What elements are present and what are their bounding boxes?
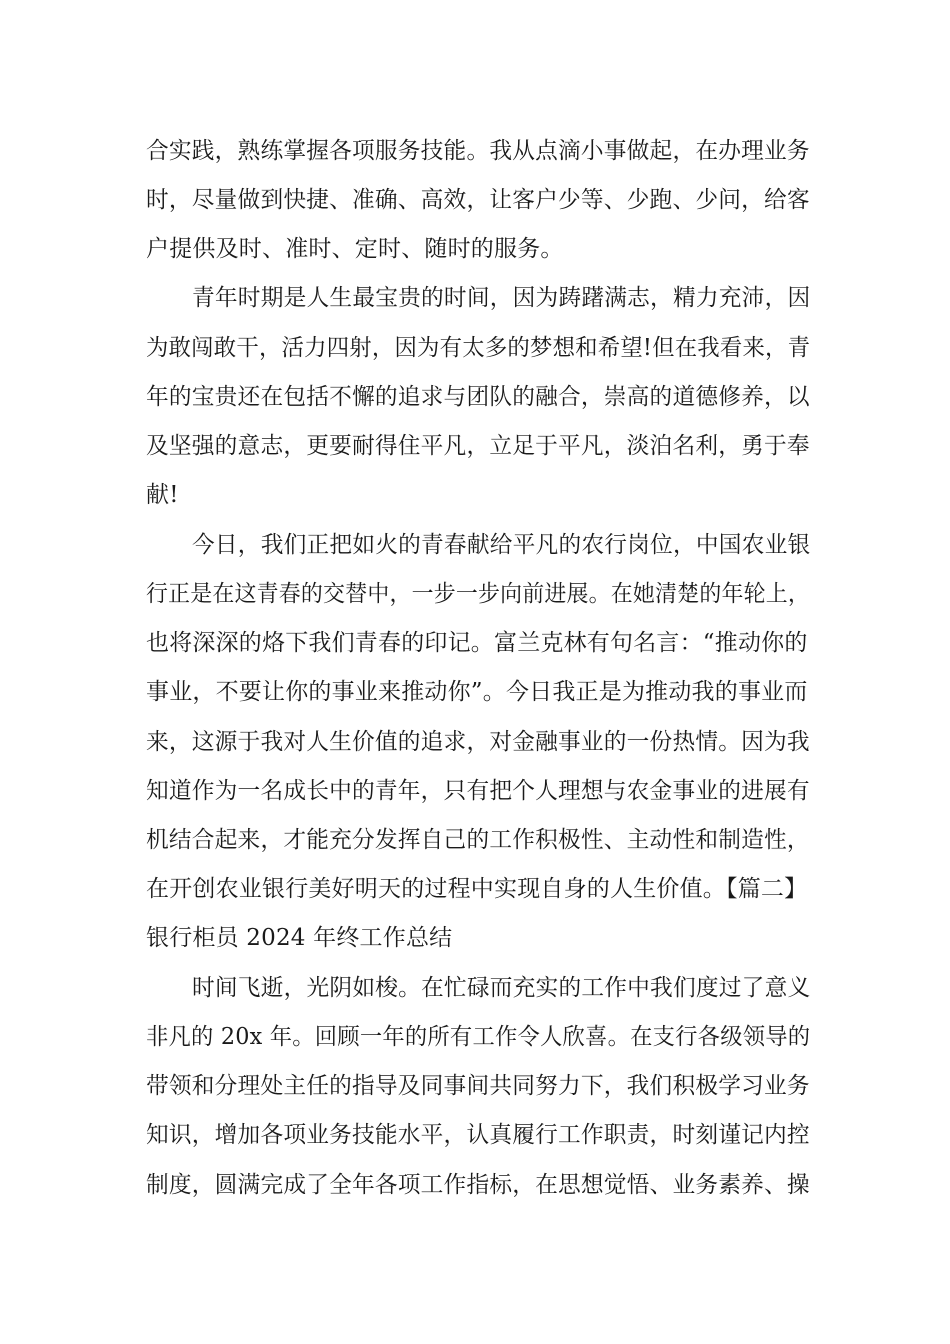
text-line: 非凡的 20x 年。回顾一年的所有工作令人欣喜。在支行各级领导的 bbox=[146, 1024, 811, 1050]
text-line: 合实践，熟练掌握各项服务技能。我从点滴小事做起，在办理业务 bbox=[146, 138, 810, 164]
text-line: 及坚强的意志，更要耐得住平凡，立足于平凡，淡泊名利，勇于奉 bbox=[146, 433, 810, 459]
text-line: 时，尽量做到快捷、准确、高效，让客户少等、少跑、少问，给客 bbox=[146, 187, 810, 213]
text-line: 带领和分理处主任的指导及同事间共同努力下，我们积极学习业务 bbox=[146, 1073, 810, 1099]
text-line: 年的宝贵还在包括不懈的追求与团队的融合，崇高的道德修养，以 bbox=[146, 384, 810, 410]
text-line: 知识，增加各项业务技能水平，认真履行工作职责，时刻谨记内控 bbox=[146, 1122, 810, 1148]
text-line: 为敢闯敢干，活力四射，因为有太多的梦想和希望!但在我看来，青 bbox=[146, 335, 811, 361]
text-line: 事业，不要让你的事业来推动你”。今日我正是为推动我的事业而 bbox=[146, 679, 808, 705]
section-title: 银行柜员 2024 年终工作总结 bbox=[146, 925, 453, 951]
text-line: 也将深深的烙下我们青春的印记。富兰克林有句名言：“推动你的 bbox=[146, 630, 808, 656]
text-line: 在开创农业银行美好明天的过程中实现自身的人生价值。【篇二】 bbox=[146, 876, 808, 902]
paragraph-first-line: 时间飞逝，光阴如梭。在忙碌而充实的工作中我们度过了意义 bbox=[192, 975, 811, 1001]
text-line: 献! bbox=[146, 482, 179, 508]
paragraph-first-line: 青年时期是人生最宝贵的时间，因为踌躇满志，精力充沛，因 bbox=[192, 285, 811, 311]
text-line: 来，这源于我对人生价值的追求，对金融事业的一份热情。因为我 bbox=[146, 729, 810, 755]
text-line: 户提供及时、准时、定时、随时的服务。 bbox=[146, 236, 564, 262]
text-line: 机结合起来，才能充分发挥自己的工作积极性、主动性和制造性， bbox=[146, 827, 810, 853]
text-line: 行正是在这青春的交替中，一步一步向前进展。在她清楚的年轮上， bbox=[146, 581, 810, 607]
text-line: 知道作为一名成长中的青年，只有把个人理想与农金事业的进展有 bbox=[146, 778, 810, 804]
paragraph-first-line: 今日，我们正把如火的青春献给平凡的农行岗位，中国农业银 bbox=[192, 532, 811, 558]
text-line: 制度，圆满完成了全年各项工作指标，在思想觉悟、业务素养、操 bbox=[146, 1172, 810, 1198]
